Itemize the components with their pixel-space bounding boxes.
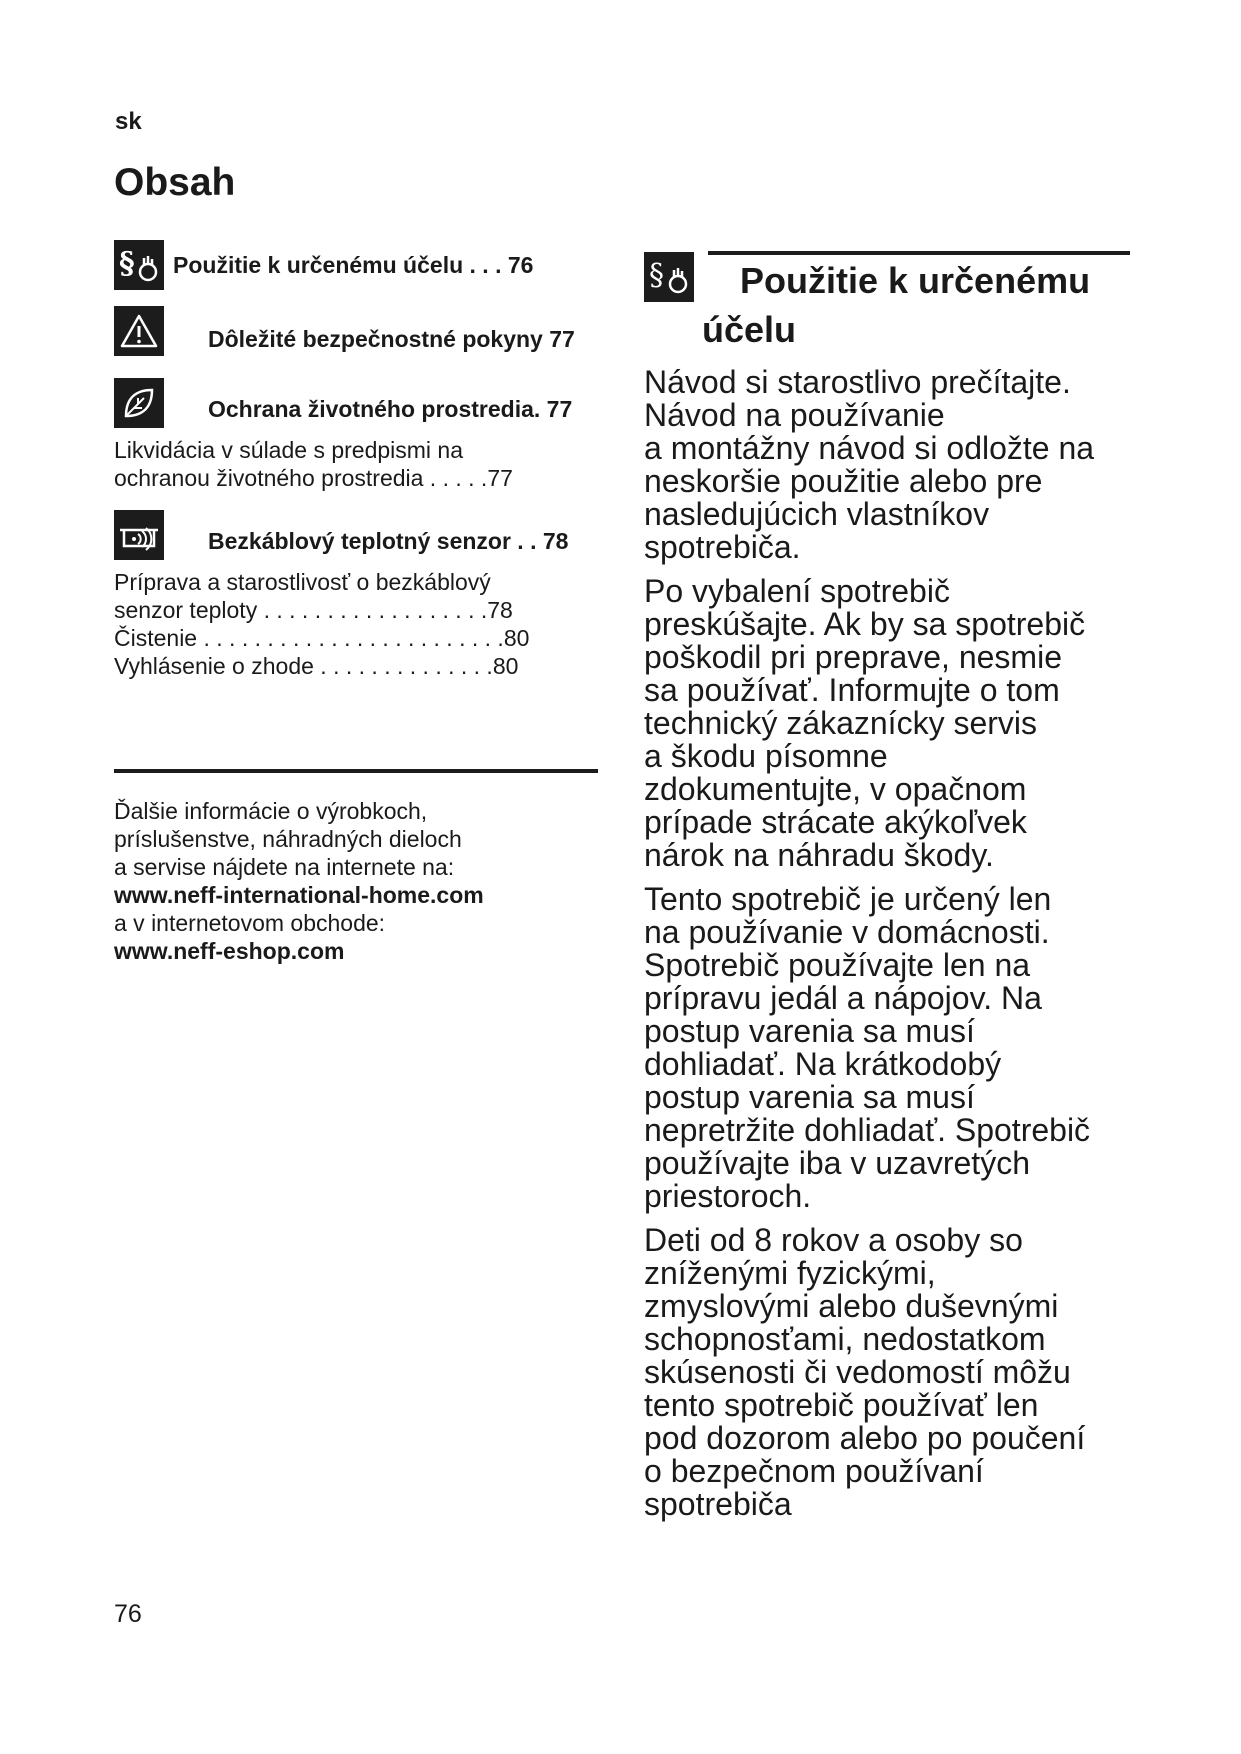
text-line: Spotrebič používajte len na [644, 947, 1031, 983]
section-rule [708, 251, 1130, 255]
text-line: a škodu písomne [644, 738, 888, 774]
section-title-line: účelu [702, 309, 797, 350]
wireless-sensor-icon [114, 510, 164, 560]
text-line: Deti od 8 rokov a osoby so [644, 1222, 1023, 1258]
toc-entry-title: Bezkáblový teplotný senzor . . 78 [208, 527, 569, 554]
toc-subentry[interactable]: Vyhlásenie o zhode . . . . . . . . . . . . . .80 [114, 653, 519, 679]
text-line: Návod si starostlivo prečítajte. [644, 364, 1071, 400]
text-line: prípravu jedál a nápojov. Na [644, 980, 1042, 1016]
text-line: zníženými fyzickými, [644, 1255, 936, 1291]
eshop-link[interactable]: www.neff-eshop.com [114, 938, 345, 964]
toc-entry-wireless-sensor[interactable] [114, 510, 634, 680]
more-info-line: a v internetovom obchode: [114, 910, 386, 936]
warning-triangle-icon [114, 306, 164, 356]
svg-text:§: § [649, 258, 664, 293]
toc-entry-title: Dôležité bezpečnostné pokyny 77 [208, 325, 575, 352]
table-of-contents [114, 240, 634, 680]
toc-entry-title: Použitie k určenému účelu . . . 76 [173, 251, 534, 278]
toc-subentries [114, 568, 634, 680]
svg-text:§: § [119, 246, 135, 281]
toc-subentry[interactable]: ochranou životného prostredia . . . . .77 [114, 465, 513, 491]
paragraph [644, 883, 1164, 1213]
toc-entry-safety[interactable] [114, 306, 634, 364]
contents-title: Obsah [114, 161, 236, 204]
text-line: Tento spotrebič je určený len [644, 881, 1052, 917]
text-line: spotrebiča. [644, 529, 801, 565]
text-line: schopnosťami, nedostatkom [644, 1321, 1046, 1357]
page-number: 76 [114, 1600, 142, 1628]
text-line: dohliadať. Na krátkodobý [644, 1046, 1002, 1082]
toc-subentries [114, 436, 634, 492]
text-line: Návod na používanie [644, 397, 945, 433]
toc-subentry[interactable]: Čistenie . . . . . . . . . . . . . . . . . . . . . . . .80 [114, 625, 530, 651]
text-line: pod dozorom alebo po poučení [644, 1420, 1086, 1456]
toc-subentry[interactable]: Likvidácia v súlade s predpismi na [114, 437, 464, 463]
text-line: o bezpečnom používaní [644, 1453, 984, 1489]
section-title [702, 256, 1162, 354]
text-line: technický zákaznícky servis [644, 705, 1038, 741]
text-line: nepretržite dohliadať. Spotrebič [644, 1112, 1091, 1148]
text-line: neskoršie použitie alebo pre [644, 463, 1043, 499]
more-info-line: Ďalšie informácie o výrobkoch, [114, 798, 428, 824]
section-body [644, 366, 1164, 1532]
text-line: postup varenia sa musí [644, 1013, 975, 1049]
toc-entry-intended-use[interactable] [114, 240, 634, 290]
text-line: na používanie v domácnosti. [644, 914, 1050, 950]
paragraph-hand-icon [644, 252, 694, 302]
divider [114, 769, 598, 773]
text-line: nárok na náhradu škody. [644, 837, 994, 873]
toc-entry-title: Ochrana životného prostredia. 77 [208, 395, 573, 422]
leaf-icon [114, 378, 164, 428]
more-info-line: príslušenstve, náhradných dieloch [114, 826, 462, 852]
paragraph-hand-icon [114, 240, 164, 290]
paragraph [644, 1224, 1164, 1521]
text-line: používajte iba v uzavretých [644, 1145, 1030, 1181]
text-line: nasledujúcich vlastníkov [644, 496, 990, 532]
language-code: sk [115, 108, 142, 135]
text-line: Po vybalení spotrebič [644, 573, 950, 609]
toc-entry-environment[interactable] [114, 378, 634, 492]
website-link[interactable]: www.neff-international-home.com [114, 882, 484, 908]
text-line: sa používať. Informujte o tom [644, 672, 1060, 708]
toc-subentry[interactable]: Príprava a starostlivosť o bezkáblový [114, 569, 491, 595]
text-line: postup varenia sa musí [644, 1079, 975, 1115]
text-line: zmyslovými alebo duševnými [644, 1288, 1059, 1324]
more-info-line: a servise nájdete na internete na: [114, 854, 455, 880]
text-line: poškodil pri preprave, nesmie [644, 639, 1062, 675]
section-title-line: Použitie k určenému [740, 260, 1091, 301]
text-line: priestoroch. [644, 1178, 812, 1214]
text-line: tento spotrebič používať len [644, 1387, 1039, 1423]
text-line: a montážny návod si odložte na [644, 430, 1095, 466]
text-line: prípade strácate akýkoľvek [644, 804, 1027, 840]
paragraph [644, 575, 1164, 872]
paragraph [644, 366, 1164, 564]
text-line: skúsenosti či vedomostí môžu [644, 1354, 1071, 1390]
toc-subentry[interactable]: senzor teploty . . . . . . . . . . . . . . . . . .78 [114, 597, 513, 623]
more-info-block [114, 797, 614, 965]
text-line: spotrebiča [644, 1486, 792, 1522]
text-line: zdokumentujte, v opačnom [644, 771, 1027, 807]
text-line: preskúšajte. Ak by sa spotrebič [644, 606, 1086, 642]
